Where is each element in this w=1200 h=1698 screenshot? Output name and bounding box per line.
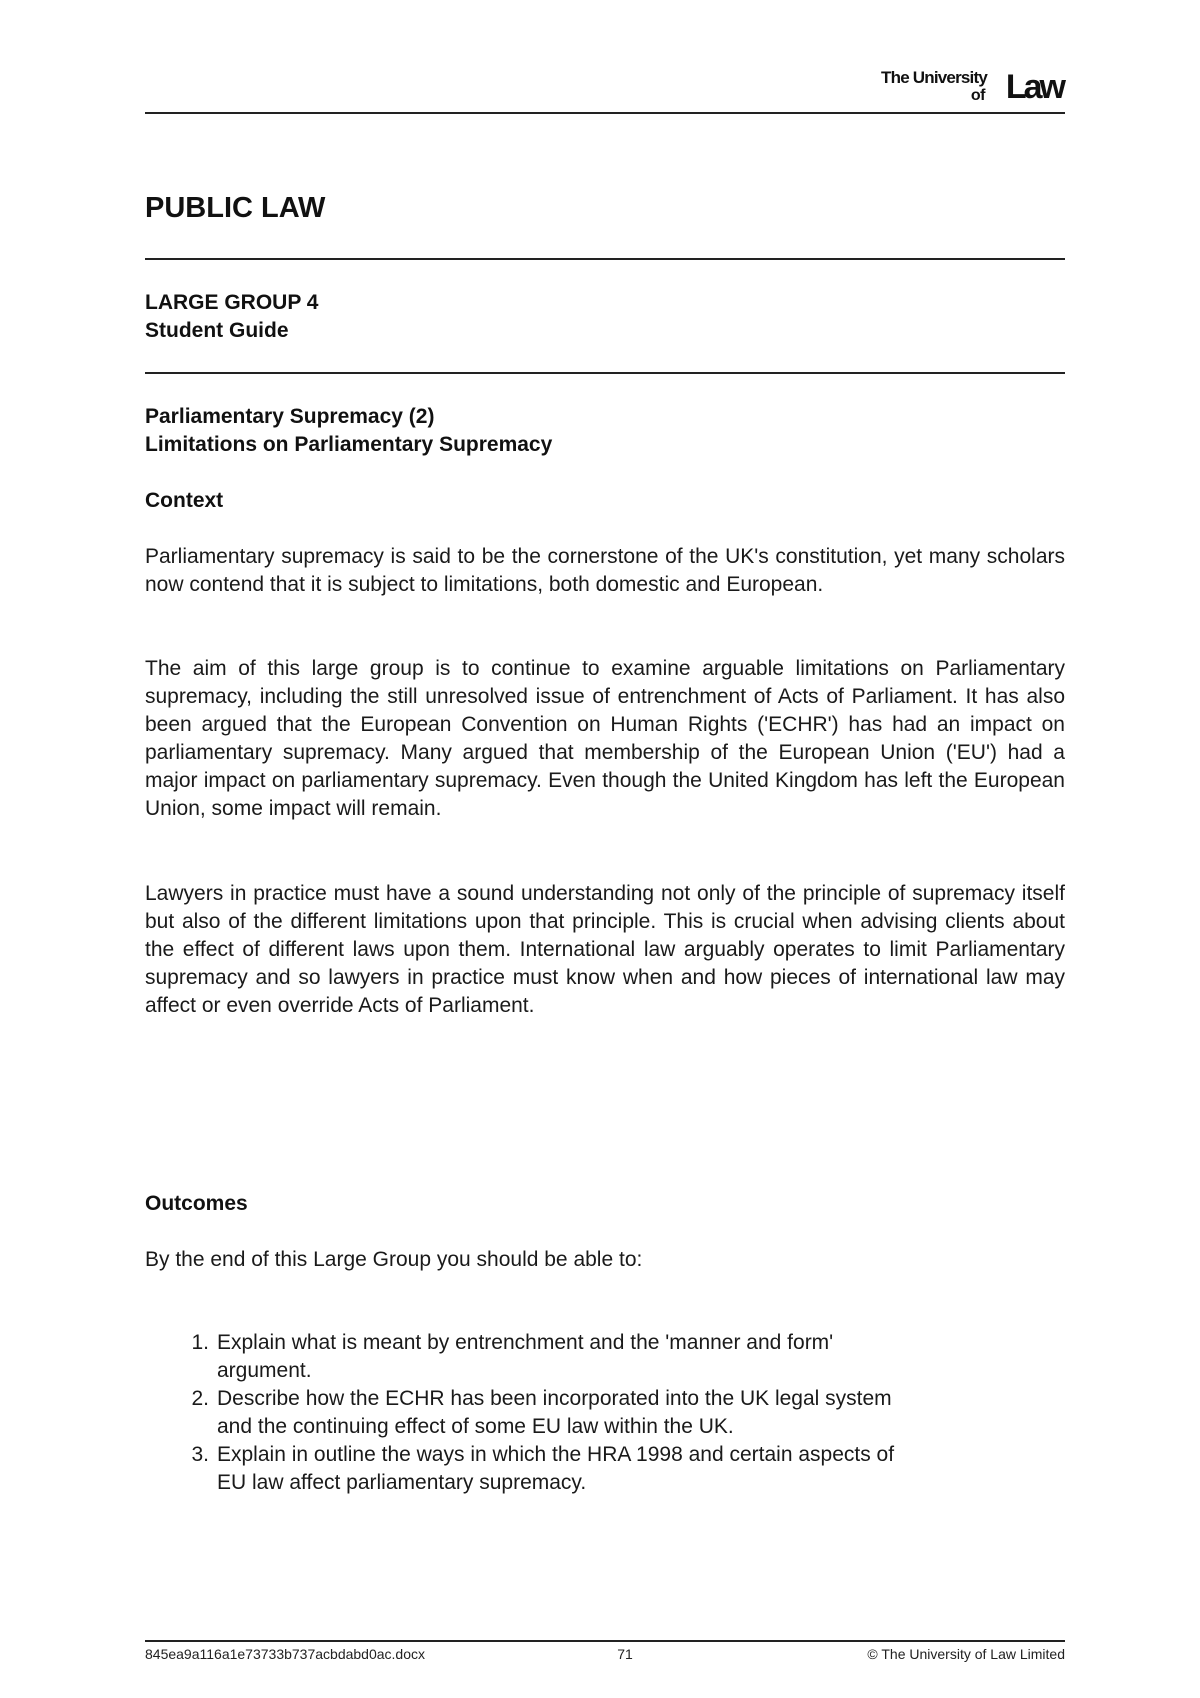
student-guide-label: Student Guide (145, 319, 289, 342)
topic-heading (145, 403, 552, 459)
outcome-text: Explain in outline the ways in which the HRA 1998 and certain aspects of EU law affect parliamentary supremacy. (217, 1443, 895, 1494)
outcomes-list (145, 1329, 1065, 1497)
title-divider (145, 258, 1065, 260)
university-logo (843, 62, 1063, 110)
outcomes-heading: Outcomes (145, 1192, 248, 1215)
footer-filename: 845ea9a116a1e73733b737acbdabd0ac.docx (145, 1646, 426, 1662)
outcome-text: Explain what is meant by entrenchment and the 'manner and form' argument. (217, 1331, 834, 1382)
document-title: PUBLIC LAW (145, 192, 326, 224)
context-paragraph-2: The aim of this large group is to continue to examine arguable limitations on Parliamentary supremacy, including the still unresolved issue of entrenchment of Acts of Parliament. It has also been argued that the European Convention on Human Rights ('ECHR') has had an impact on parliamentary supremacy. Many argued that membership of the European Union ('EU') had a major impact on parliamentary supremacy. Even though the United Kingdom has left the European Union, some impact will remain. (145, 657, 1065, 820)
outcome-item (145, 1329, 1065, 1385)
subtitle-divider (145, 372, 1065, 374)
logo-text-the-university: The University (881, 68, 987, 87)
footer-copyright: © The University of Law Limited (867, 1646, 1065, 1662)
topic-subtitle: Limitations on Parliamentary Supremacy (145, 433, 553, 456)
context-paragraph-3: Lawyers in practice must have a sound understanding not only of the principle of supremacy itself but also of the different limitations upon that principle. This is crucial when advising clients about the effect of different laws upon them. International law arguably operates to limit Parliamentary supremacy and so lawyers in practice must know when and how pieces of international law may affect or even override Acts of Parliament. (145, 882, 1065, 1017)
large-group-label: LARGE GROUP 4 (145, 291, 319, 314)
outcome-item (145, 1441, 1065, 1497)
outcome-item (145, 1385, 1065, 1441)
outcome-number: 3. (191, 1443, 209, 1466)
logo-text-law: Law (1005, 68, 1063, 106)
outcome-number: 2. (191, 1387, 209, 1410)
outcome-number: 1. (191, 1331, 209, 1354)
document-subtitle (145, 289, 318, 345)
logo-text-of: of (970, 87, 985, 104)
context-heading: Context (145, 489, 224, 512)
context-paragraph-1: Parliamentary supremacy is said to be the cornerstone of the UK's constitution, yet many scholars now contend that it is subject to limitations, both domestic and European. (145, 545, 1065, 596)
topic-title: Parliamentary Supremacy (2) (145, 405, 435, 428)
header-divider (145, 112, 1065, 114)
outcomes-intro: By the end of this Large Group you should be able to: (145, 1248, 643, 1271)
footer-page-number: 71 (617, 1646, 633, 1662)
footer-divider (145, 1640, 1065, 1642)
outcome-text: Describe how the ECHR has been incorporated into the UK legal system and the continuing effect of some EU law within the UK. (217, 1387, 892, 1438)
